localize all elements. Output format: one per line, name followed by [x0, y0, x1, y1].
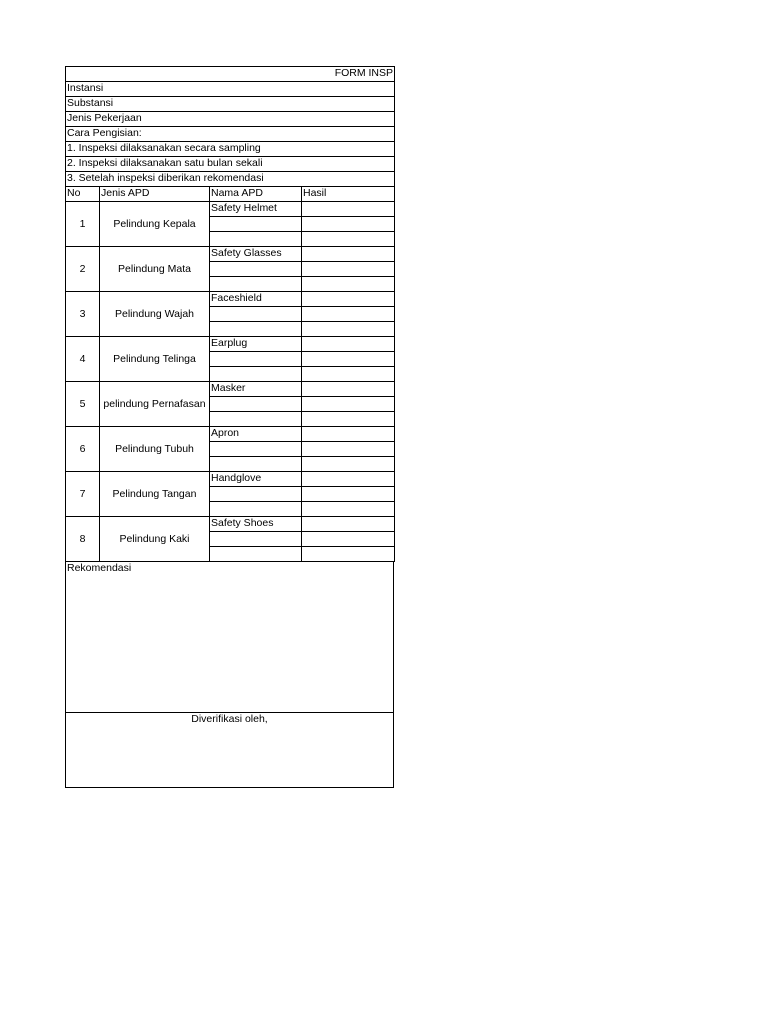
- apd-jenis-cell: Pelindung Tubuh: [100, 427, 210, 472]
- apd-nama-cell: Safety Glasses: [210, 247, 302, 262]
- apd-hasil-cell[interactable]: [302, 442, 395, 457]
- apd-hasil-cell[interactable]: [302, 427, 395, 442]
- table-row: [66, 382, 395, 397]
- apd-hasil-cell[interactable]: [302, 292, 395, 307]
- apd-nama-blank-cell[interactable]: [210, 262, 302, 277]
- instruction-row-1: [66, 142, 395, 157]
- field-row-substansi: [66, 97, 395, 112]
- field-substansi[interactable]: Substansi: [66, 97, 395, 112]
- apd-jenis-cell: Pelindung Wajah: [100, 292, 210, 337]
- apd-jenis-cell: Pelindung Kaki: [100, 517, 210, 562]
- apd-no-cell: 7: [66, 472, 100, 517]
- column-header-jenis-apd: Jenis APD: [100, 187, 210, 202]
- apd-hasil-cell[interactable]: [302, 502, 395, 517]
- table-row: [66, 247, 395, 262]
- instruction-2: 2. Inspeksi dilaksanakan satu bulan sekali: [66, 157, 395, 172]
- apd-nama-cell: Handglove: [210, 472, 302, 487]
- verification-label: Diverifikasi oleh,: [191, 713, 268, 725]
- apd-hasil-cell[interactable]: [302, 307, 395, 322]
- table-row: [66, 472, 395, 487]
- apd-hasil-cell[interactable]: [302, 412, 395, 427]
- apd-nama-blank-cell[interactable]: [210, 412, 302, 427]
- apd-nama-blank-cell[interactable]: [210, 547, 302, 562]
- apd-hasil-cell[interactable]: [302, 202, 395, 217]
- field-jenis-pekerjaan[interactable]: Jenis Pekerjaan: [66, 112, 395, 127]
- apd-hasil-cell[interactable]: [302, 337, 395, 352]
- apd-hasil-cell[interactable]: [302, 397, 395, 412]
- form-title: FORM INSP: [334, 67, 394, 79]
- apd-hasil-cell[interactable]: [302, 247, 395, 262]
- apd-nama-blank-cell[interactable]: [210, 487, 302, 502]
- field-row-jenis-pekerjaan: [66, 112, 395, 127]
- instruction-row-3: [66, 172, 395, 187]
- instruction-row-2: [66, 157, 395, 172]
- table-row: [66, 292, 395, 307]
- apd-hasil-cell[interactable]: [302, 322, 395, 337]
- apd-hasil-cell[interactable]: [302, 472, 395, 487]
- apd-nama-blank-cell[interactable]: [210, 322, 302, 337]
- apd-jenis-cell: Pelindung Kepala: [100, 202, 210, 247]
- column-header-hasil: Hasil: [302, 187, 395, 202]
- apd-nama-blank-cell[interactable]: [210, 532, 302, 547]
- apd-nama-blank-cell[interactable]: [210, 307, 302, 322]
- apd-hasil-cell[interactable]: [302, 457, 395, 472]
- apd-nama-blank-cell[interactable]: [210, 502, 302, 517]
- title-row: [66, 67, 395, 82]
- apd-nama-blank-cell[interactable]: [210, 367, 302, 382]
- form-table-body: [66, 67, 395, 562]
- apd-hasil-cell[interactable]: [302, 217, 395, 232]
- table-row: [66, 427, 395, 442]
- instruction-1: 1. Inspeksi dilaksanakan secara sampling: [66, 142, 395, 157]
- apd-nama-cell: Apron: [210, 427, 302, 442]
- apd-nama-blank-cell[interactable]: [210, 352, 302, 367]
- apd-nama-blank-cell[interactable]: [210, 442, 302, 457]
- column-header-row: [66, 187, 395, 202]
- apd-hasil-cell[interactable]: [302, 532, 395, 547]
- apd-nama-blank-cell[interactable]: [210, 277, 302, 292]
- apd-jenis-cell: Pelindung Mata: [100, 247, 210, 292]
- apd-nama-cell: Faceshield: [210, 292, 302, 307]
- column-header-no: No: [66, 187, 100, 202]
- instruction-3: 3. Setelah inspeksi diberikan rekomendasi: [66, 172, 395, 187]
- rekomendasi-area[interactable]: [65, 562, 394, 712]
- instructions-header: Cara Pengisian:: [66, 127, 395, 142]
- table-row: [66, 517, 395, 532]
- inspection-form: [65, 66, 394, 788]
- apd-no-cell: 5: [66, 382, 100, 427]
- apd-nama-cell: Earplug: [210, 337, 302, 352]
- field-row-instansi: [66, 82, 395, 97]
- apd-no-cell: 8: [66, 517, 100, 562]
- apd-nama-blank-cell[interactable]: [210, 397, 302, 412]
- apd-hasil-cell[interactable]: [302, 547, 395, 562]
- apd-hasil-cell[interactable]: [302, 352, 395, 367]
- form-table: [65, 66, 395, 562]
- apd-no-cell: 6: [66, 427, 100, 472]
- apd-hasil-cell[interactable]: [302, 277, 395, 292]
- apd-jenis-cell: Pelindung Telinga: [100, 337, 210, 382]
- apd-hasil-cell[interactable]: [302, 232, 395, 247]
- apd-hasil-cell[interactable]: [302, 262, 395, 277]
- apd-no-cell: 1: [66, 202, 100, 247]
- apd-no-cell: 3: [66, 292, 100, 337]
- table-row: [66, 202, 395, 217]
- apd-nama-cell: Masker: [210, 382, 302, 397]
- apd-jenis-cell: Pelindung Tangan: [100, 472, 210, 517]
- apd-jenis-cell: pelindung Pernafasan: [100, 382, 210, 427]
- apd-hasil-cell[interactable]: [302, 487, 395, 502]
- apd-nama-cell: Safety Helmet: [210, 202, 302, 217]
- field-instansi[interactable]: Instansi: [66, 82, 395, 97]
- apd-no-cell: 4: [66, 337, 100, 382]
- apd-hasil-cell[interactable]: [302, 517, 395, 532]
- column-header-nama-apd: Nama APD: [210, 187, 302, 202]
- instructions-header-row: [66, 127, 395, 142]
- apd-hasil-cell[interactable]: [302, 382, 395, 397]
- apd-nama-cell: Safety Shoes: [210, 517, 302, 532]
- verification-box[interactable]: [65, 712, 394, 788]
- apd-nama-blank-cell[interactable]: [210, 232, 302, 247]
- apd-nama-blank-cell[interactable]: [210, 217, 302, 232]
- apd-no-cell: 2: [66, 247, 100, 292]
- apd-hasil-cell[interactable]: [302, 367, 395, 382]
- table-row: [66, 337, 395, 352]
- apd-nama-blank-cell[interactable]: [210, 457, 302, 472]
- form-title-cell: [66, 67, 395, 82]
- rekomendasi-label: Rekomendasi: [67, 562, 132, 574]
